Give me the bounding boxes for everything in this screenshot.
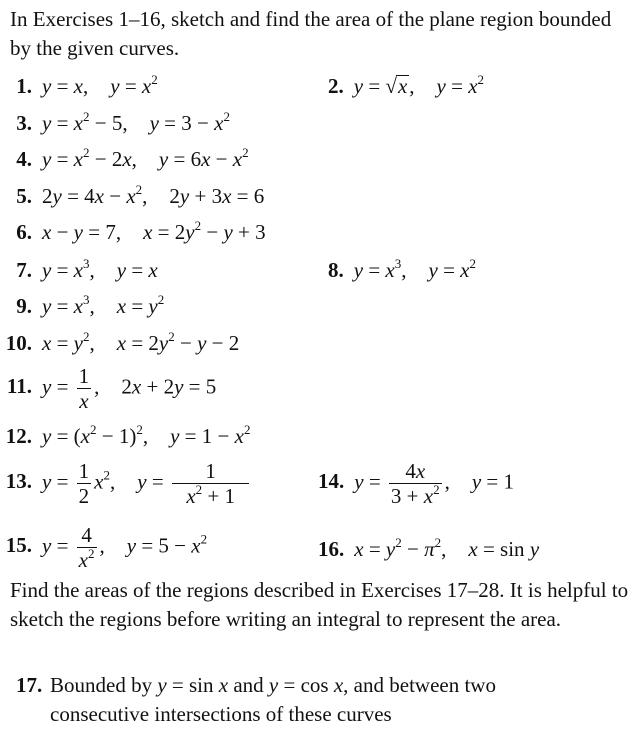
exercise-16: 16. $x = y^2 - \pi^2$, x = sin y — [318, 535, 540, 561]
exercise-4: 4. $y = x^2 - 2x$, $y = 6x - x^2$ — [16, 145, 249, 171]
exercise-5: 5. $2y = 4x - x^2$, 2y + 3x = 6 — [16, 182, 265, 208]
exercise-17-line2: consecutive intersections of these curves — [50, 702, 392, 726]
exercise-2: 2. y = √x, $y = x^2$ — [328, 72, 485, 98]
exercise-7: 7. $y = x^3$, y = x — [16, 256, 158, 282]
exercise-6: 6. x − y = 7, $x = 2y^2 - y + 3$ — [16, 218, 266, 244]
exercise-3: 3. $y = x^2 - 5$, $y = 3 - x^2$ — [16, 109, 230, 135]
exercise-17: 17. Bounded by y = sin x and y = cos x, and between two consecutive intersections of these curves — [16, 671, 628, 729]
exercise-1: 1. y = x, $y = x^2$ — [16, 72, 158, 98]
section2-intro: Find the areas of the regions described in Exercises 17–28. It is helpful to sketch the regions before writing an integral to represent the area. — [10, 578, 629, 631]
exercise-11: 11. y = $\frac{1}{x}$ , 2x + 2y = 5 — [6, 364, 217, 413]
exercise-9: 9. $y = x^3$, $x = y^2$ — [16, 292, 165, 318]
exercise-15: 15. y = $\frac{4}{x^2}$ , $y = 5 - x^2$ — [5, 523, 208, 572]
exercise-14: 14. y = $\frac{4x}{3 + x^2}$ , y = 1 — [318, 459, 515, 508]
exercise-8: 8. $y = x^3$, $y = x^2$ — [328, 256, 476, 282]
exercise-13: 13. y = $\frac{1}{2}$ $x^2$, y = $\frac{1}{x^2 + 1}$ — [5, 459, 248, 508]
intro-paragraph: In Exercises 1–16, sketch and find the area of the plane region bounded by the given curves. — [10, 7, 612, 60]
exercise-10: 10. $x = y^2$, $x = 2y^2 - y - 2$ — [5, 329, 240, 355]
exercise-12: 12. $y = (x^2 - 1)^2$, $y = 1 - x^2$ — [5, 422, 251, 448]
